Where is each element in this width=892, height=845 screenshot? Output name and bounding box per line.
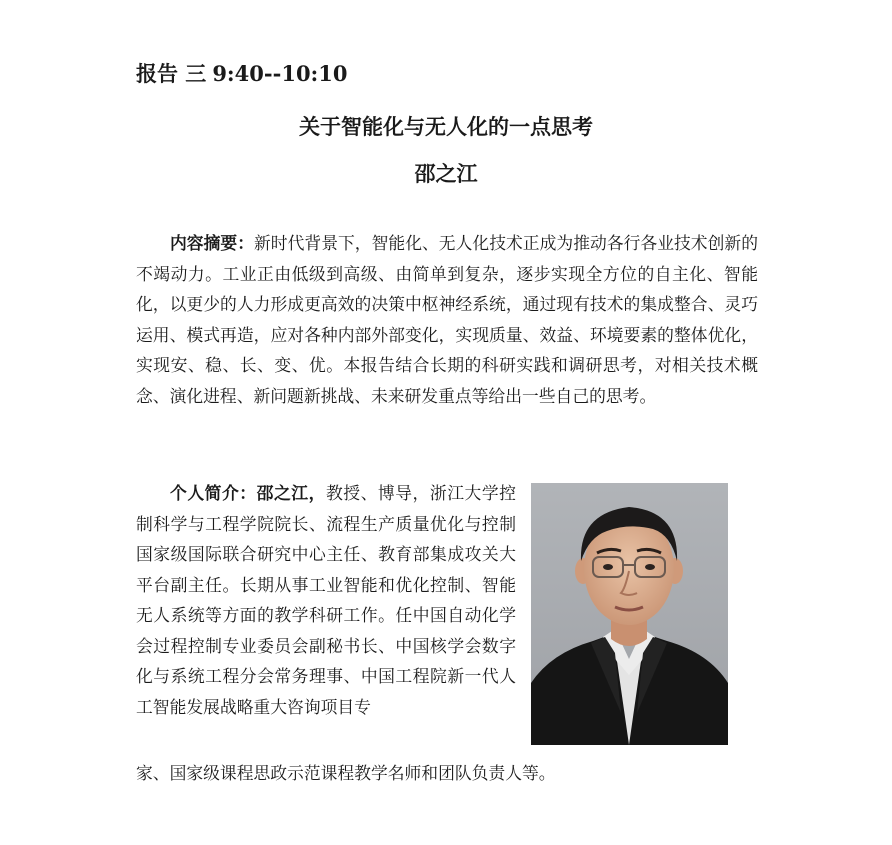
- bio-paragraph: [136, 478, 516, 722]
- report-title: 关于智能化与无人化的一点思考: [299, 115, 593, 139]
- report-number: 报告 三: [136, 62, 207, 86]
- speaker-photo: [531, 483, 728, 745]
- report-time: 9:40--10:10: [212, 61, 348, 86]
- report-heading: [136, 58, 348, 88]
- abstract-label: 内容摘要：: [170, 233, 254, 253]
- abstract-section: [136, 228, 758, 411]
- bio-text: 教授、博导，浙江大学控制科学与工程学院院长、流程生产质量优化与控制国家级国际联合研究中心主任、教育部集成攻关大平台副主任。长期从事工业智能和优化控制、智能无人系统等方面的教学科研工作。任中国自动化学会过程控制专业委员会副秘书长、中国核学会数字化与系统工程分会常务理事、中国工程院新一代人工智能发展战略重大咨询项目专: [136, 483, 516, 717]
- bio-tail-paragraph: 家、国家级课程思政示范课程教学名师和团队负责人等。: [136, 763, 556, 783]
- abstract-text: 新时代背景下，智能化、无人化技术正成为推动各行各业技术创新的不竭动力。工业正由低级到高级、由简单到复杂，逐步实现全方位的自主化、智能化，以更少的人力形成更高效的决策中枢神经系统，通过现有技术的集成整合、灵巧运用、模式再造，应对各种内部外部变化，实现质量、效益、环境要素的整体优化，实现安、稳、长、变、优。本报告结合长期的科研实践和调研思考，对相关技术概念、演化进程、新问题新挑战、未来研发重点等给出一些自己的思考。: [136, 233, 758, 406]
- speaker-name: 邵之江: [414, 162, 478, 186]
- abstract-paragraph: [136, 228, 758, 411]
- bio-section: [136, 478, 516, 722]
- bio-name: 邵之江，: [256, 483, 326, 503]
- bio-label: 个人简介：: [170, 483, 257, 503]
- bio-tail-section: [136, 758, 758, 789]
